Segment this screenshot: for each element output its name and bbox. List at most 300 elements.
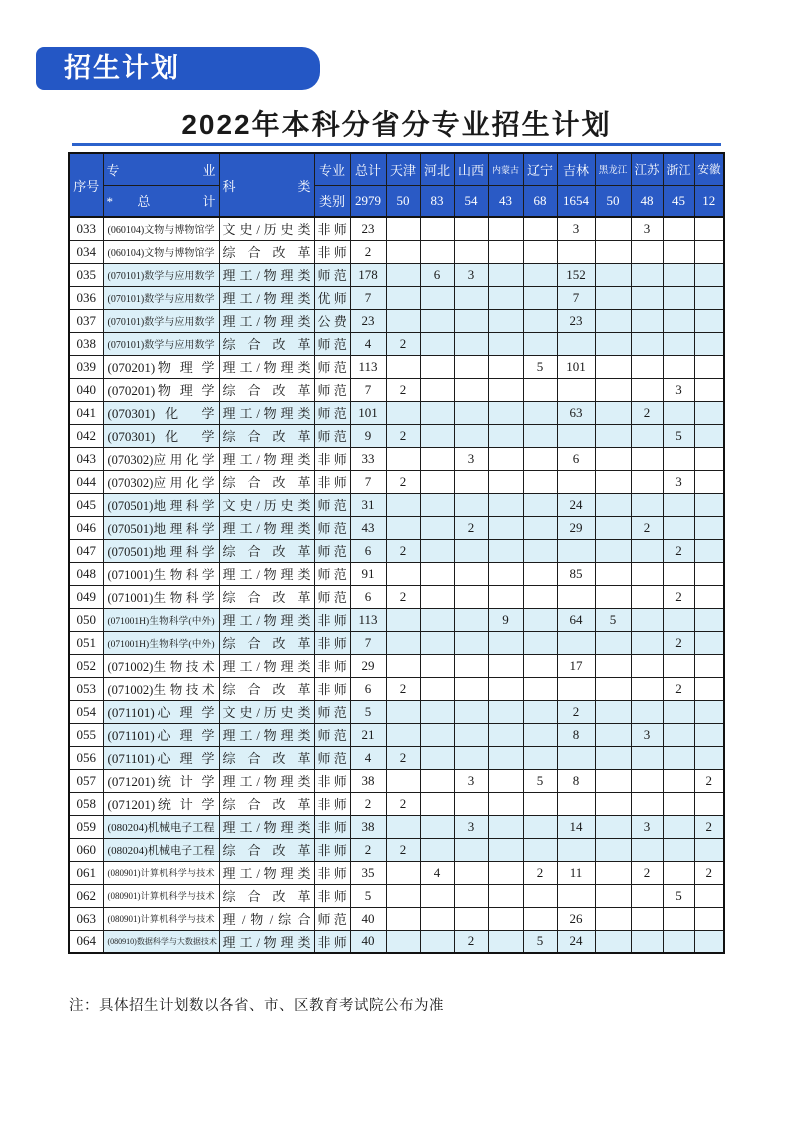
province-value-cell (488, 838, 523, 861)
province-value-cell: 5 (523, 769, 557, 792)
province-value-cell (663, 746, 694, 769)
province-value-cell (663, 838, 694, 861)
total-cell: 113 (350, 608, 386, 631)
province-value-cell (386, 355, 420, 378)
province-value-cell: 26 (557, 907, 595, 930)
seq-cell: 058 (69, 792, 103, 815)
province-value-cell: 3 (631, 815, 663, 838)
province-value-cell: 152 (557, 263, 595, 286)
province-value-cell (420, 631, 454, 654)
province-value-cell: 2 (386, 585, 420, 608)
province-value-cell (420, 401, 454, 424)
province-value-cell (631, 424, 663, 447)
total-cell: 4 (350, 746, 386, 769)
province-value-cell (420, 769, 454, 792)
table-row (69, 539, 724, 562)
total-cell: 178 (350, 263, 386, 286)
province-value-cell (694, 907, 724, 930)
province-value-cell (694, 930, 724, 953)
type-cell: 优 师 (314, 286, 350, 309)
province-value-cell (595, 378, 631, 401)
type-cell: 师 范 (314, 493, 350, 516)
category-cell: 理 工 / 物 理 类 (219, 516, 314, 539)
province-value-cell: 2 (631, 516, 663, 539)
province-value-cell: 2 (663, 631, 694, 654)
table-row (69, 378, 724, 401)
province-value-cell: 8 (557, 723, 595, 746)
table-row (69, 424, 724, 447)
province-value-cell (595, 654, 631, 677)
category-cell: 理 / 物 / 综 合 (219, 907, 314, 930)
province-value-cell (595, 217, 631, 240)
section-badge-label: 招生计划 (64, 53, 180, 83)
province-value-cell (595, 861, 631, 884)
province-value-cell (523, 585, 557, 608)
header-province-total: 54 (454, 185, 488, 217)
category-cell: 综 合 改 革 (219, 746, 314, 769)
province-value-cell (595, 930, 631, 953)
major-cell: (071002)生 物 技 术 (103, 677, 219, 700)
province-value-cell (663, 700, 694, 723)
province-value-cell (454, 677, 488, 700)
province-value-cell: 5 (595, 608, 631, 631)
province-value-cell (694, 838, 724, 861)
province-value-cell: 2 (663, 585, 694, 608)
province-value-cell (631, 585, 663, 608)
seq-cell: 043 (69, 447, 103, 470)
province-value-cell (523, 907, 557, 930)
section-badge (36, 47, 320, 90)
province-value-cell (631, 332, 663, 355)
header-province-total: 83 (420, 185, 454, 217)
province-value-cell (557, 585, 595, 608)
province-value-cell (488, 401, 523, 424)
seq-cell: 035 (69, 263, 103, 286)
category-cell: 综 合 改 革 (219, 332, 314, 355)
province-value-cell (631, 907, 663, 930)
category-cell: 理 工 / 物 理 类 (219, 815, 314, 838)
province-value-cell (420, 355, 454, 378)
province-value-cell (420, 907, 454, 930)
province-value-cell (386, 217, 420, 240)
major-cell: (060104)文物与博物馆学 (103, 240, 219, 263)
province-value-cell (694, 631, 724, 654)
province-value-cell: 17 (557, 654, 595, 677)
type-cell: 非 师 (314, 884, 350, 907)
total-cell: 6 (350, 539, 386, 562)
province-value-cell (631, 286, 663, 309)
province-value-cell (595, 424, 631, 447)
category-cell: 理 工 / 物 理 类 (219, 769, 314, 792)
province-value-cell (631, 654, 663, 677)
category-cell: 理 工 / 物 理 类 (219, 723, 314, 746)
province-value-cell (595, 355, 631, 378)
province-value-cell (488, 585, 523, 608)
province-value-cell (420, 470, 454, 493)
province-value-cell: 3 (631, 723, 663, 746)
province-value-cell (694, 217, 724, 240)
province-value-cell (420, 378, 454, 401)
major-cell: (071002)生 物 技 术 (103, 654, 219, 677)
seq-cell: 034 (69, 240, 103, 263)
province-value-cell (386, 769, 420, 792)
category-cell: 理 工 / 物 理 类 (219, 930, 314, 953)
table-row (69, 723, 724, 746)
seq-cell: 060 (69, 838, 103, 861)
header-category: 科 类 (219, 153, 314, 217)
province-value-cell: 6 (420, 263, 454, 286)
province-value-cell (488, 723, 523, 746)
province-value-cell (488, 217, 523, 240)
major-cell: (070302)应 用 化 学 (103, 447, 219, 470)
province-value-cell (488, 631, 523, 654)
province-value-cell (386, 930, 420, 953)
province-value-cell (454, 217, 488, 240)
province-value-cell (420, 240, 454, 263)
province-value-cell (663, 516, 694, 539)
total-cell: 38 (350, 815, 386, 838)
table-row (69, 516, 724, 539)
province-value-cell (595, 447, 631, 470)
province-value-cell (523, 378, 557, 401)
header-province-total: 50 (595, 185, 631, 217)
province-value-cell (454, 355, 488, 378)
table-row (69, 608, 724, 631)
province-value-cell (488, 378, 523, 401)
category-cell: 综 合 改 革 (219, 792, 314, 815)
seq-cell: 050 (69, 608, 103, 631)
province-value-cell: 3 (454, 447, 488, 470)
major-cell: (071001H)生物科学(中外) (103, 631, 219, 654)
province-value-cell (523, 746, 557, 769)
province-value-cell (663, 654, 694, 677)
province-value-cell (420, 585, 454, 608)
header-province-total: 45 (663, 185, 694, 217)
province-value-cell (523, 263, 557, 286)
major-cell: (071101)心 理 学 (103, 746, 219, 769)
province-value-cell (694, 884, 724, 907)
category-cell: 综 合 改 革 (219, 631, 314, 654)
province-value-cell (663, 769, 694, 792)
province-value-cell (694, 700, 724, 723)
province-value-cell (595, 493, 631, 516)
province-value-cell (663, 930, 694, 953)
province-value-cell: 3 (454, 263, 488, 286)
province-value-cell (557, 332, 595, 355)
province-value-cell (523, 631, 557, 654)
major-cell: (070501)地 理 科 学 (103, 516, 219, 539)
header-row-bottom (69, 185, 724, 217)
province-value-cell (488, 861, 523, 884)
header-province-total: 50 (386, 185, 420, 217)
province-value-cell (631, 309, 663, 332)
province-value-cell (631, 539, 663, 562)
total-cell: 6 (350, 585, 386, 608)
province-value-cell (386, 447, 420, 470)
province-value-cell (694, 723, 724, 746)
province-value-cell (663, 217, 694, 240)
seq-cell: 059 (69, 815, 103, 838)
province-value-cell (420, 309, 454, 332)
table-body (69, 217, 724, 953)
header-province-name: 吉林 (557, 153, 595, 185)
category-cell: 理 工 / 物 理 类 (219, 401, 314, 424)
province-value-cell (454, 539, 488, 562)
table-row (69, 286, 724, 309)
seq-cell: 064 (69, 930, 103, 953)
type-cell: 非 师 (314, 470, 350, 493)
category-cell: 综 合 改 革 (219, 884, 314, 907)
province-value-cell (663, 355, 694, 378)
province-value-cell (694, 424, 724, 447)
province-value-cell: 8 (557, 769, 595, 792)
province-value-cell (595, 240, 631, 263)
province-value-cell (454, 861, 488, 884)
seq-cell: 061 (69, 861, 103, 884)
province-value-cell (595, 677, 631, 700)
total-cell: 40 (350, 930, 386, 953)
province-value-cell: 5 (523, 355, 557, 378)
province-value-cell (694, 608, 724, 631)
total-cell: 2 (350, 792, 386, 815)
province-value-cell: 3 (631, 217, 663, 240)
header-type-bottom: 类别 (314, 185, 350, 217)
category-cell: 综 合 改 革 (219, 838, 314, 861)
province-value-cell (420, 838, 454, 861)
province-value-cell (694, 378, 724, 401)
province-value-cell (663, 861, 694, 884)
province-value-cell (386, 815, 420, 838)
type-cell: 师 范 (314, 723, 350, 746)
table-row (69, 654, 724, 677)
province-value-cell (386, 631, 420, 654)
major-cell: (070301)化 学 (103, 424, 219, 447)
province-value-cell (631, 700, 663, 723)
province-value-cell (488, 332, 523, 355)
province-value-cell: 2 (663, 677, 694, 700)
province-value-cell: 3 (454, 815, 488, 838)
province-value-cell (694, 309, 724, 332)
province-value-cell (420, 746, 454, 769)
province-value-cell (420, 723, 454, 746)
major-cell: (070101)数学与应用数学 (103, 309, 219, 332)
table-row (69, 746, 724, 769)
province-value-cell (420, 815, 454, 838)
province-value-cell (454, 585, 488, 608)
table-row (69, 401, 724, 424)
province-value-cell (595, 769, 631, 792)
province-value-cell (386, 562, 420, 585)
province-value-cell (454, 792, 488, 815)
province-value-cell (523, 447, 557, 470)
province-value-cell (454, 907, 488, 930)
major-cell: (070201)物 理 学 (103, 355, 219, 378)
province-value-cell (694, 677, 724, 700)
province-value-cell (631, 263, 663, 286)
table-row (69, 447, 724, 470)
province-value-cell (663, 401, 694, 424)
major-cell: (070501)地 理 科 学 (103, 539, 219, 562)
province-value-cell (595, 631, 631, 654)
total-cell: 2 (350, 240, 386, 263)
type-cell: 非 师 (314, 769, 350, 792)
province-value-cell (557, 746, 595, 769)
category-cell: 综 合 改 革 (219, 539, 314, 562)
total-cell: 4 (350, 332, 386, 355)
table-row (69, 792, 724, 815)
province-value-cell: 23 (557, 309, 595, 332)
total-cell: 29 (350, 654, 386, 677)
province-value-cell (631, 769, 663, 792)
province-value-cell (386, 493, 420, 516)
header-province-name: 辽宁 (523, 153, 557, 185)
province-value-cell: 64 (557, 608, 595, 631)
category-cell: 理 工 / 物 理 类 (219, 861, 314, 884)
type-cell: 师 范 (314, 539, 350, 562)
admission-plan-table-wrap (68, 152, 723, 954)
type-cell: 非 师 (314, 815, 350, 838)
province-value-cell (523, 608, 557, 631)
province-value-cell (523, 470, 557, 493)
province-value-cell: 14 (557, 815, 595, 838)
table-row (69, 700, 724, 723)
total-cell: 101 (350, 401, 386, 424)
header-major: 专 业 (103, 153, 219, 185)
province-value-cell (386, 723, 420, 746)
province-value-cell (631, 677, 663, 700)
province-value-cell (663, 723, 694, 746)
province-value-cell (631, 378, 663, 401)
category-cell: 综 合 改 革 (219, 424, 314, 447)
province-value-cell (694, 263, 724, 286)
province-value-cell (454, 493, 488, 516)
total-cell: 7 (350, 286, 386, 309)
province-value-cell (663, 608, 694, 631)
table-row (69, 332, 724, 355)
type-cell: 师 范 (314, 424, 350, 447)
category-cell: 综 合 改 革 (219, 240, 314, 263)
type-cell: 师 范 (314, 355, 350, 378)
province-value-cell: 2 (523, 861, 557, 884)
province-value-cell (595, 838, 631, 861)
header-province-name: 浙江 (663, 153, 694, 185)
seq-cell: 052 (69, 654, 103, 677)
province-value-cell (386, 240, 420, 263)
category-cell: 综 合 改 革 (219, 677, 314, 700)
seq-cell: 046 (69, 516, 103, 539)
province-value-cell (595, 401, 631, 424)
type-cell: 非 师 (314, 930, 350, 953)
province-value-cell (694, 240, 724, 263)
province-value-cell (420, 930, 454, 953)
province-value-cell (488, 769, 523, 792)
header-province-name: 河北 (420, 153, 454, 185)
header-total-value: 2979 (350, 185, 386, 217)
type-cell: 公 费 (314, 309, 350, 332)
header-type-top: 专业 (314, 153, 350, 185)
province-value-cell (631, 470, 663, 493)
province-value-cell: 3 (557, 217, 595, 240)
table-row (69, 907, 724, 930)
province-value-cell (386, 516, 420, 539)
seq-cell: 049 (69, 585, 103, 608)
province-value-cell (694, 286, 724, 309)
page-title: 2022年本科分省分专业招生计划 (181, 109, 612, 140)
table-row (69, 631, 724, 654)
major-cell: (071201)统 计 学 (103, 769, 219, 792)
province-value-cell (454, 838, 488, 861)
province-value-cell (694, 562, 724, 585)
type-cell: 非 师 (314, 654, 350, 677)
province-value-cell (386, 401, 420, 424)
province-value-cell: 2 (386, 746, 420, 769)
province-value-cell: 2 (631, 401, 663, 424)
category-cell: 理 工 / 物 理 类 (219, 355, 314, 378)
table-row (69, 263, 724, 286)
type-cell: 非 师 (314, 217, 350, 240)
type-cell: 师 范 (314, 332, 350, 355)
total-cell: 35 (350, 861, 386, 884)
province-value-cell: 3 (663, 378, 694, 401)
province-value-cell (631, 355, 663, 378)
table-row (69, 930, 724, 953)
province-value-cell (557, 240, 595, 263)
seq-cell: 045 (69, 493, 103, 516)
total-cell: 31 (350, 493, 386, 516)
province-value-cell (386, 309, 420, 332)
province-value-cell: 5 (663, 424, 694, 447)
province-value-cell (454, 608, 488, 631)
province-value-cell (595, 539, 631, 562)
province-value-cell (663, 263, 694, 286)
province-value-cell (488, 516, 523, 539)
province-value-cell (488, 263, 523, 286)
type-cell: 非 师 (314, 792, 350, 815)
province-value-cell (488, 654, 523, 677)
province-value-cell (663, 240, 694, 263)
province-value-cell (595, 792, 631, 815)
province-value-cell (631, 631, 663, 654)
province-value-cell (454, 746, 488, 769)
province-value-cell (386, 884, 420, 907)
province-value-cell (420, 493, 454, 516)
seq-cell: 036 (69, 286, 103, 309)
major-cell: (070101)数学与应用数学 (103, 332, 219, 355)
province-value-cell (420, 792, 454, 815)
seq-cell: 047 (69, 539, 103, 562)
province-value-cell (523, 700, 557, 723)
category-cell: 理 工 / 物 理 类 (219, 263, 314, 286)
province-value-cell (663, 286, 694, 309)
province-value-cell (386, 286, 420, 309)
province-value-cell (488, 240, 523, 263)
seq-cell: 038 (69, 332, 103, 355)
province-value-cell: 85 (557, 562, 595, 585)
total-cell: 113 (350, 355, 386, 378)
province-value-cell (454, 654, 488, 677)
province-value-cell (523, 516, 557, 539)
province-value-cell (488, 930, 523, 953)
province-value-cell (420, 539, 454, 562)
province-value-cell (523, 424, 557, 447)
footnote: 注：具体招生计划数以各省、市、区教育考试院公布为准 (69, 998, 444, 1014)
province-value-cell (523, 401, 557, 424)
table-row (69, 493, 724, 516)
major-cell: (080901)计算机科学与技术 (103, 861, 219, 884)
total-cell: 91 (350, 562, 386, 585)
province-value-cell (523, 539, 557, 562)
title-underline (72, 143, 721, 146)
